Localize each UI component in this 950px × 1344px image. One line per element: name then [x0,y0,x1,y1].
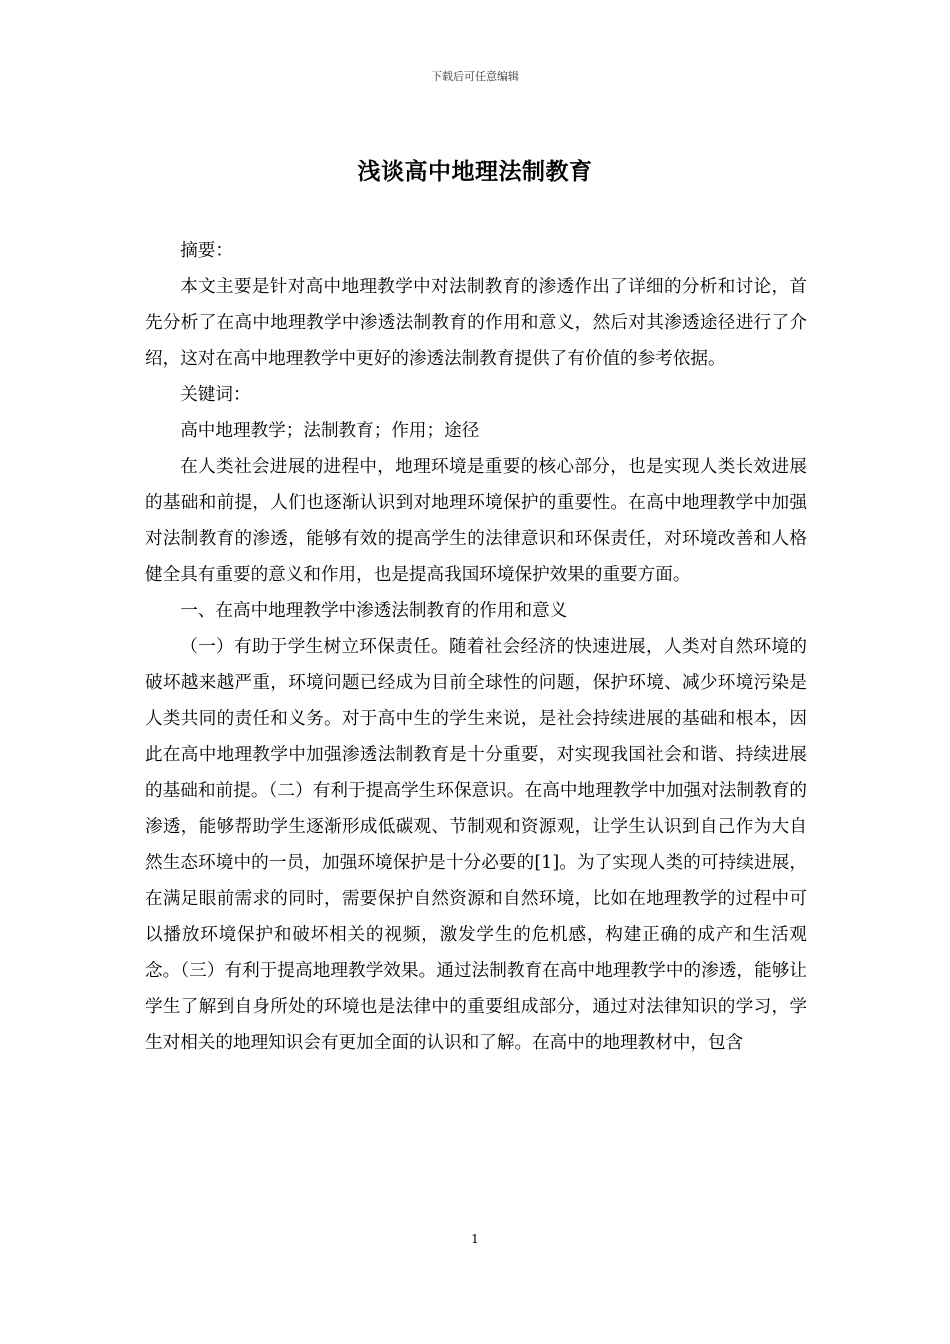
abstract-text: 本文主要是针对高中地理教学中对法制教育的渗透作出了详细的分析和讨论，首先分析了在高中地理教学中渗透法制教育的作用和意义，然后对其渗透途径进行了介绍，这对在高中地理教学中更好的渗透法制教育提供了有价值的参考依据。 [145,277,807,369]
page-number: 1 [471,1232,479,1246]
section-heading-1: 一、在高中地理教学中渗透法制教育的作用和意义 [180,601,568,621]
section-1-paragraph: （一）有助于学生树立环保责任。随着社会经济的快速进展，人类对自然环境的破坏越来越严重，环境问题已经成为目前全球性的问题，保护环境、减少环境污染是人类共同的责任和义务。对于高中生的学生来说，是社会持续进展的基础和根本，因此在高中地理教学中加强渗透法制教育是十分重要，对实现我国社会和谐、持续进展的基础和前提。（二）有利于提高学生环保意识。在高中地理教学中加强对法制教育的渗透，能够帮助学生逐渐形成低碳观、节制观和资源观，让学生认识到自己作为大自然生态环境中的一员，加强环境保护是十分必要的[1]。为了实现人类的可持续进展，在满足眼前需求的同时，需要保护自然资源和自然环境，比如在地理教学的过程中可以播放环境保护和破坏相关的视频，激发学生的危机感，构建正确的成产和生活观念。（三）有利于提高地理教学效果。通过法制教育在高中地理教学中的渗透，能够让学生了解到自身所处的环境也是法律中的重要组成部分，通过对法律知识的学习，学生对相关的地理知识会有更加全面的认识和了解。在高中的地理教材中，包含 [145,637,807,1053]
document-body [145,233,807,1061]
document-title: 浅谈高中地理法制教育 [357,158,593,185]
intro-paragraph: 在人类社会进展的进程中，地理环境是重要的核心部分，也是实现人类长效进展的基础和前提，人们也逐渐认识到对地理环境保护的重要性。在高中地理教学中加强对法制教育的渗透，能够有效的提高学生的法律意识和环保责任，对环境改善和人格健全具有重要的意义和作用，也是提高我国环境保护效果的重要方面。 [145,457,807,585]
keywords-label: 关键词： [180,385,251,405]
header-note: 下载后可任意编辑 [431,70,519,83]
abstract-label: 摘要： [180,241,233,261]
keywords-text: 高中地理教学；法制教育；作用；途径 [180,421,480,441]
